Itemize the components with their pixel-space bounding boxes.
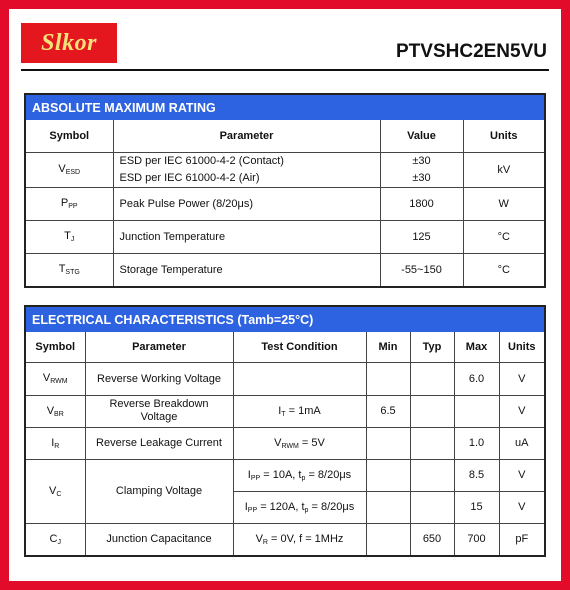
condition-cell: $V_{RWM} = 5V$ (233, 427, 366, 459)
typ-cell (410, 427, 454, 459)
typ-cell (410, 459, 454, 491)
column-header: Value (380, 120, 463, 152)
max-cell: 15 (454, 491, 499, 523)
units-cell: pF (499, 523, 544, 555)
absolute-max-rating-section (24, 93, 546, 288)
column-header: Typ (410, 332, 454, 362)
column-header: Units (499, 332, 544, 362)
units-cell: V (499, 362, 544, 395)
units-cell: V (499, 459, 544, 491)
table-row (26, 220, 544, 253)
condition-cell: $I_{PP} = 120A$, $t_p = 8/20\mu s$ (233, 491, 366, 523)
min-cell (366, 523, 410, 555)
column-header: Symbol (26, 332, 85, 362)
units-cell: uA (499, 427, 544, 459)
typ-cell (410, 395, 454, 427)
parameter-cell: Reverse Leakage Current (85, 427, 233, 459)
symbol-cell: $V_{BR}$ (26, 395, 85, 427)
absolute-max-rating-table (26, 120, 544, 286)
column-header: Max (454, 332, 499, 362)
table-row (26, 427, 544, 459)
part-number: PTVSHC2EN5VU (396, 41, 547, 62)
typ-cell (410, 362, 454, 395)
parameter-cell: Junction Temperature (113, 220, 380, 253)
value-cell: ±30 ±30 (380, 152, 463, 187)
header-divider (21, 69, 549, 71)
table-row (26, 395, 544, 427)
symbol-cell: $P_{PP}$ (26, 187, 113, 220)
table-row (26, 523, 544, 555)
value-cell: -55~150 (380, 253, 463, 286)
parameter-cell: Clamping Voltage (85, 459, 233, 523)
units-cell: kV (463, 152, 544, 187)
table-header-row (26, 332, 544, 362)
logo-text: Slkor (41, 29, 97, 56)
slkor-logo (21, 23, 117, 63)
table-row (26, 152, 544, 187)
symbol-cell: $T_{STG}$ (26, 253, 113, 286)
parameter-cell: Reverse Working Voltage (85, 362, 233, 395)
min-cell: 6.5 (366, 395, 410, 427)
units-cell: V (499, 491, 544, 523)
condition-cell: $I_{PP} = 10A$, $t_p = 8/20\mu s$ (233, 459, 366, 491)
parameter-cell: Reverse Breakdown Voltage (85, 395, 233, 427)
symbol-cell: $V_{RWM}$ (26, 362, 85, 395)
units-cell: V (499, 395, 544, 427)
table-row (26, 253, 544, 286)
symbol-cell: $I_R$ (26, 427, 85, 459)
column-header: Parameter (85, 332, 233, 362)
parameter-cell: ESD per IEC 61000-4-2 (Contact) ESD per IEC 61000-4-2 (Air) (113, 152, 380, 187)
condition-cell: $I_T = 1mA$ (233, 395, 366, 427)
section-title: ABSOLUTE MAXIMUM RATING (26, 95, 544, 120)
min-cell (366, 459, 410, 491)
max-cell: 700 (454, 523, 499, 555)
column-header: Min (366, 332, 410, 362)
datasheet-page (9, 9, 561, 581)
condition-cell: $V_R = 0V$, f = 1MHz (233, 523, 366, 555)
max-cell: 1.0 (454, 427, 499, 459)
units-cell: °C (463, 220, 544, 253)
symbol-cell: $T_J$ (26, 220, 113, 253)
condition-cell (233, 362, 366, 395)
parameter-cell: Peak Pulse Power (8/20μs) (113, 187, 380, 220)
section-title: ELECTRICAL CHARACTERISTICS (Tamb=25°C) (26, 307, 544, 332)
min-cell (366, 427, 410, 459)
column-header: Parameter (113, 120, 380, 152)
symbol-cell: $V_{ESD}$ (26, 152, 113, 187)
electrical-characteristics-table (26, 332, 544, 555)
parameter-cell: Junction Capacitance (85, 523, 233, 555)
column-header: Symbol (26, 120, 113, 152)
value-cell: 125 (380, 220, 463, 253)
min-cell (366, 362, 410, 395)
symbol-cell: $V_C$ (26, 459, 85, 523)
value-cell: 1800 (380, 187, 463, 220)
max-cell: 8.5 (454, 459, 499, 491)
units-cell: °C (463, 253, 544, 286)
electrical-characteristics-section (24, 305, 546, 557)
units-cell: W (463, 187, 544, 220)
max-cell: 6.0 (454, 362, 499, 395)
min-cell (366, 491, 410, 523)
symbol-cell: $C_J$ (26, 523, 85, 555)
max-cell (454, 395, 499, 427)
typ-cell (410, 491, 454, 523)
table-row (26, 459, 544, 491)
column-header: Units (463, 120, 544, 152)
typ-cell: 650 (410, 523, 454, 555)
parameter-cell: Storage Temperature (113, 253, 380, 286)
table-row (26, 187, 544, 220)
table-header-row (26, 120, 544, 152)
table-row (26, 362, 544, 395)
column-header: Test Condition (233, 332, 366, 362)
